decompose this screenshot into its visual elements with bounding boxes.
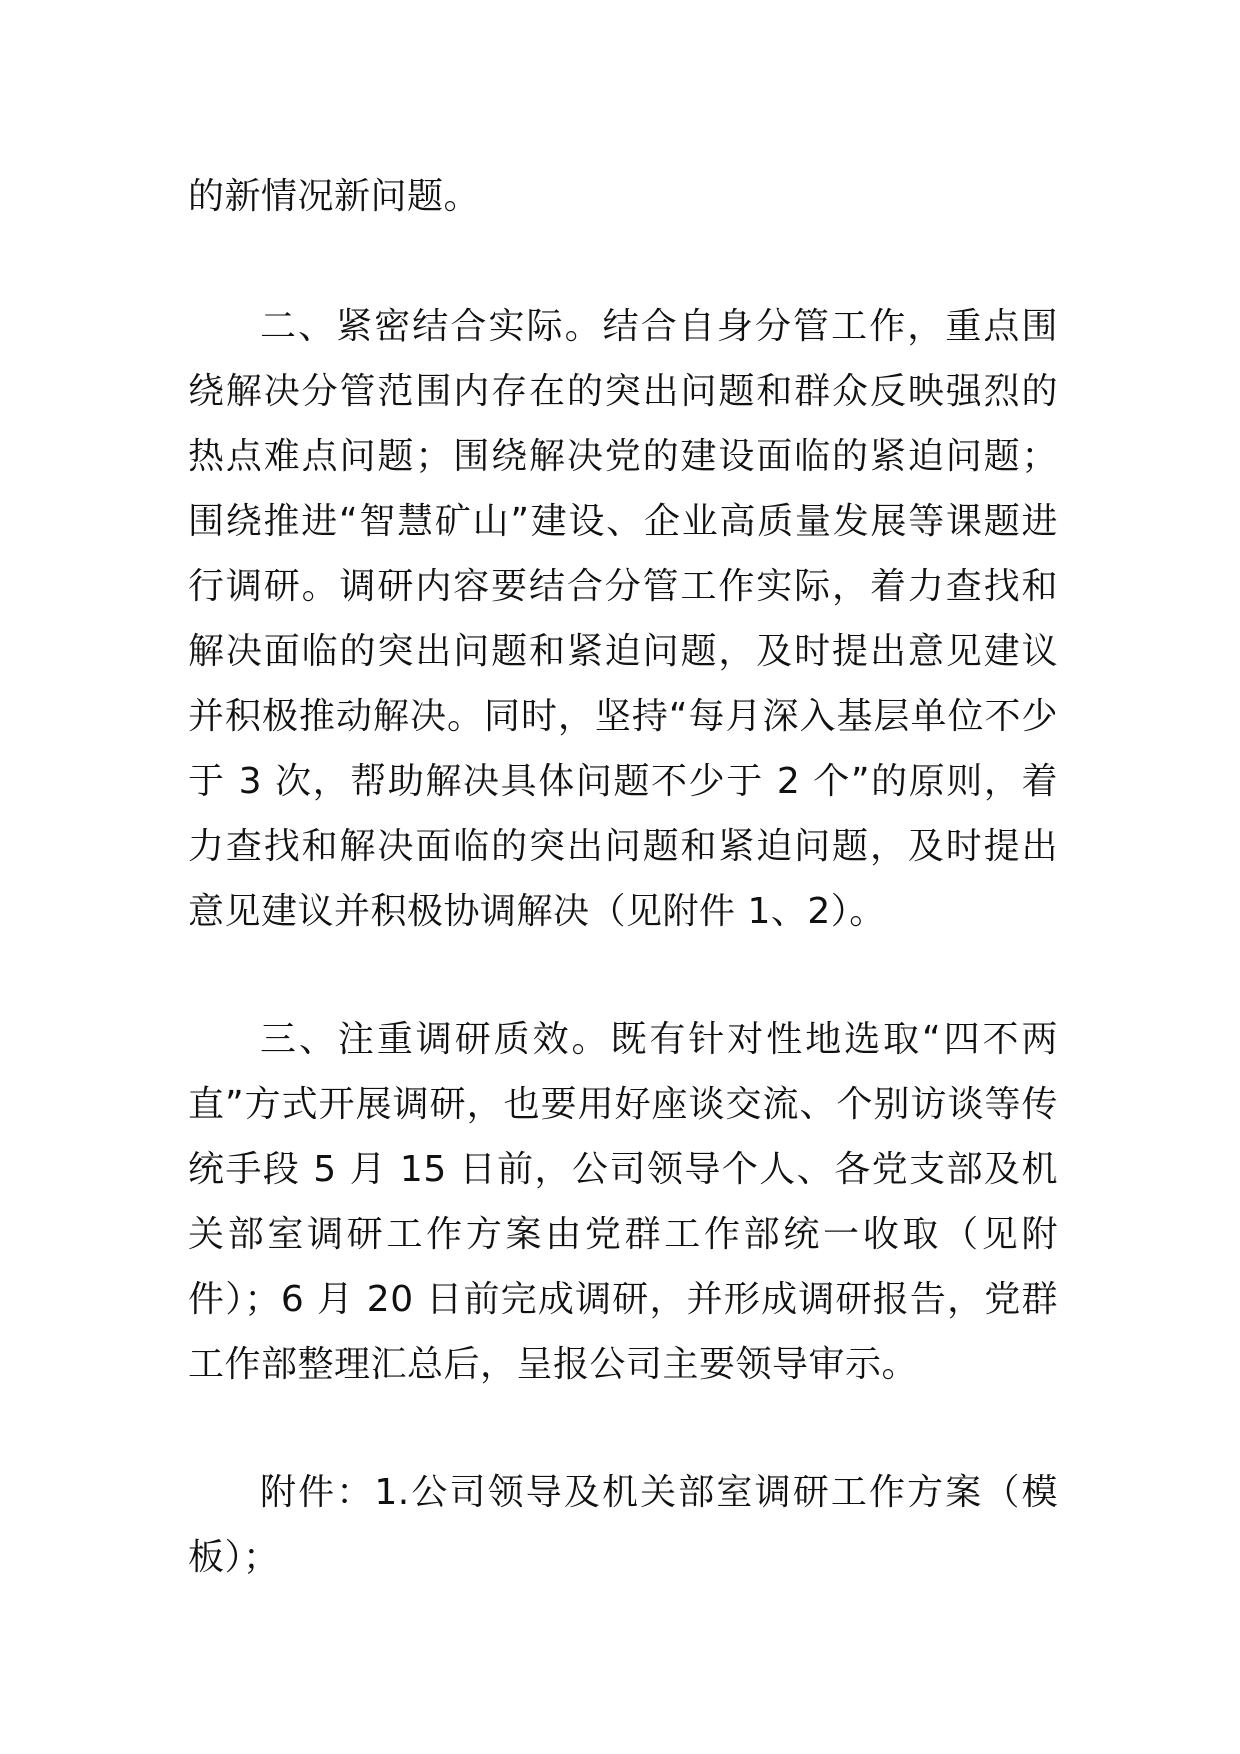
paragraph-section-three: 三、注重调研质效。既有针对性地选取“四不两直”方式开展调研，也要用好座谈交流、个别访谈等传统手段 5 月 15 日前，公司领导个人、各党支部及机关部室调研工作方案由党群工作部统一收取（见附件）；6 月 20 日前完成调研，并形成调研报告，党群工作部整理汇总后，呈报公司主要领导审示。 [188, 1019, 1058, 1385]
paragraph-attachment: 附件：1.公司领导及机关部室调研工作方案（模板）； [188, 1472, 1058, 1578]
paragraph-section-two: 二、紧密结合实际。结合自身分管工作，重点围绕解决分管范围内存在的突出问题和群众反映强烈的热点难点问题；围绕解决党的建设面临的紧迫问题；围绕推进“智慧矿山”建设、企业高质量发展等课题进行调研。调研内容要结合分管工作实际，着力查找和解决面临的突出问题和紧迫问题，及时提出意见建议并积极推动解决。同时，坚持“每月深入基层单位不少于 3 次，帮助解决具体问题不少于 2 个”的原则，着力查找和解决面临的突出问题和紧迫问题，及时提出意见建议并积极协调解决（见附件 1、2）。 [188, 306, 1058, 932]
paragraph-continuation: 的新情况新问题。 [188, 176, 481, 217]
